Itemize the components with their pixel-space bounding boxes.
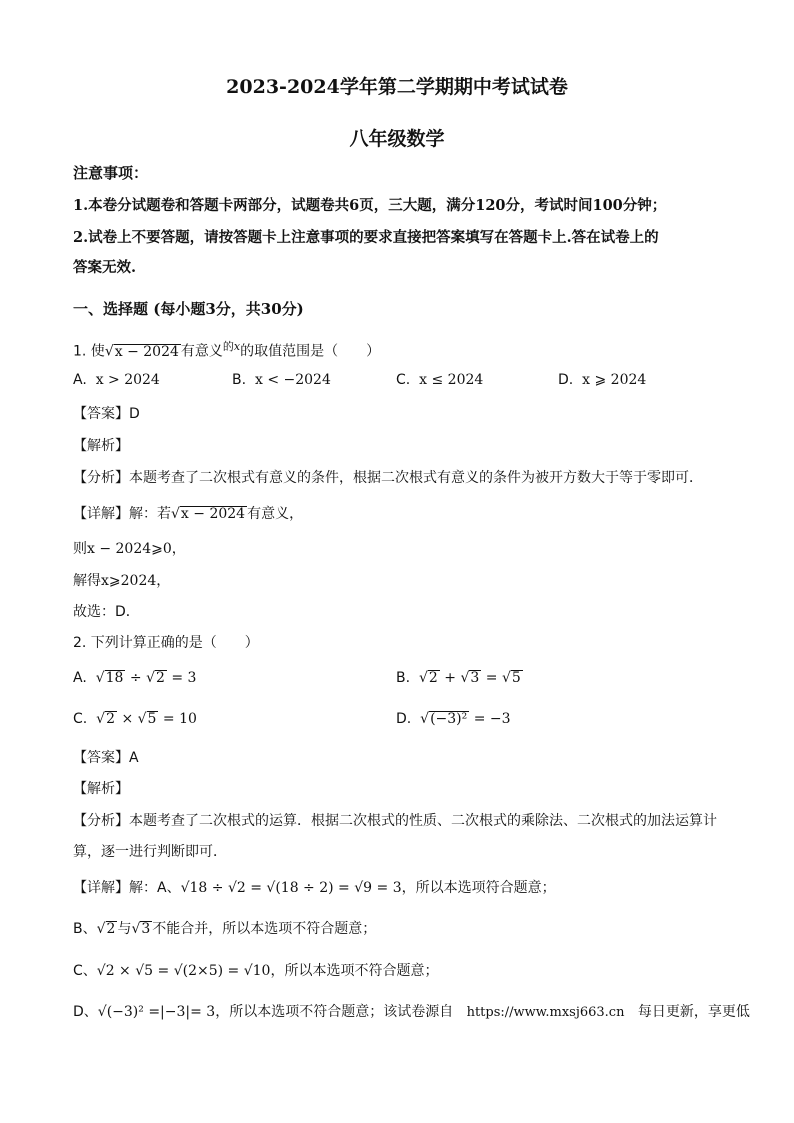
detail-prefix: B、 — [73, 921, 97, 937]
detail-mid: 与 — [117, 921, 132, 937]
step-suffix: ， — [171, 541, 186, 557]
q1-jiexi: 【解析】 — [73, 438, 129, 454]
exam-subtitle: 八年级数学 — [349, 128, 445, 150]
sqrt-symbol: √ — [95, 670, 105, 686]
detail-radicand: x − 2024 — [180, 506, 246, 522]
q2-detail-c — [73, 960, 438, 980]
detail-prefix: 【详解】解：若 — [73, 506, 171, 522]
sqrt-symbol: √ — [171, 506, 180, 522]
q1-option-b — [232, 372, 331, 388]
option-value: x ≤ 2024 — [419, 372, 484, 388]
q1-de: 的 — [222, 340, 234, 353]
detail-suffix: 不能合并，所以本选项不符合题意； — [152, 921, 377, 937]
q1-option-c — [396, 372, 483, 388]
q1-var: x — [233, 340, 241, 353]
q1-step-1 — [73, 538, 186, 558]
option-value: x ⩾ 2024 — [582, 372, 647, 388]
notice-heading: 注意事项： — [73, 164, 149, 182]
source-link[interactable]: https://www.mxsj663.cn — [466, 1005, 625, 1020]
step-math: x⩾2024 — [101, 573, 157, 589]
option-label: B. — [396, 670, 411, 686]
result: = −3 — [473, 711, 511, 727]
q2-option-a — [73, 670, 196, 686]
step-prefix: 则 — [73, 541, 87, 557]
exam-title: 2023-2024学年第二学期期中考试试卷 — [226, 76, 568, 98]
q2-analysis-line-1: 【分析】本题考查了二次根式的运算．根据二次根式的性质、二次根式的乘除法、二次根式的加法运算计 — [73, 813, 717, 829]
section-heading: 一、选择题 (每小题3分，共30分) — [73, 300, 304, 318]
option-label: C. — [73, 711, 88, 727]
question-1-stem — [73, 338, 380, 361]
operator: ÷ — [129, 670, 142, 686]
radicand: 2 — [428, 670, 438, 686]
sqrt-symbol: √ — [96, 711, 106, 727]
detail-math: √(−3)² =|−3|= 3 — [97, 1004, 216, 1020]
q1-middle: 有意义 — [180, 343, 223, 360]
q1-analysis: 【分析】本题考查了二次根式有意义的条件，根据二次根式有意义的条件为被开方数大于等于零即可． — [73, 470, 703, 486]
operator: × — [121, 711, 134, 727]
option-label: A. — [73, 372, 87, 388]
q2-analysis-line-2: 算，逐一进行判断即可． — [73, 844, 227, 860]
sqrt-symbol: √ — [137, 711, 147, 727]
q1-choose: 故选：D． — [73, 604, 140, 620]
radicand: (−3)² — [430, 711, 468, 727]
q1-prefix: 1. 使 — [73, 343, 105, 360]
radicand: 2 — [106, 921, 116, 937]
result: = 3 — [171, 670, 197, 686]
sqrt-symbol: √ — [131, 921, 141, 937]
q1-suffix: 的取值范围是（ ） — [240, 343, 381, 360]
sqrt-symbol: √ — [420, 711, 430, 727]
q2-jiexi: 【解析】 — [73, 781, 129, 797]
step-prefix: 解得 — [73, 573, 101, 589]
radicand: 18 — [105, 670, 124, 686]
option-label: C. — [396, 372, 411, 388]
sqrt-symbol: √ — [418, 670, 428, 686]
detail-suffix: ，所以本选项不符合题意； — [270, 963, 439, 979]
radicand: 5 — [147, 711, 157, 727]
q2-detail-d — [73, 1001, 750, 1021]
q1-step-2 — [73, 570, 170, 590]
radicand: 3 — [141, 921, 151, 937]
equals: = — [485, 670, 498, 686]
detail-prefix: D、 — [73, 1004, 98, 1020]
source-tail: 每日更新，享更低 — [637, 1004, 750, 1020]
notice-item-1: 1.本卷分试题卷和答题卡两部分，试题卷共6页，三大题，满分120分，考试时间100分钟； — [73, 197, 667, 214]
detail-prefix: 【详解】解：A、 — [73, 880, 181, 896]
option-value: x < −2024 — [254, 372, 331, 388]
q2-answer: 【答案】A — [73, 750, 139, 766]
detail-suffix: ，所以本选项符合题意； — [401, 880, 556, 896]
radicand: 3 — [470, 670, 480, 686]
result: = 10 — [162, 711, 197, 727]
option-value: x > 2024 — [95, 372, 160, 388]
q2-option-c — [73, 711, 197, 727]
q2-option-b — [396, 670, 523, 686]
detail-suffix: ，所以本选项不符合题意；该试卷源自 — [215, 1004, 454, 1020]
q2-detail-a — [73, 877, 556, 897]
operator: + — [444, 670, 456, 686]
detail-prefix: C、 — [73, 963, 97, 979]
q2-detail-b — [73, 918, 376, 938]
sqrt-symbol: √ — [96, 921, 106, 937]
detail-math: √2 × √5 = √(2×5) = √10 — [96, 963, 271, 979]
step-math: x − 2024⩾0 — [87, 541, 172, 557]
q1-option-a — [73, 372, 160, 388]
sqrt-symbol: √ — [146, 670, 155, 686]
detail-math: √18 ÷ √2 = √(18 ÷ 2) = √9 = 3 — [180, 880, 402, 896]
notice-item-2-line-1: 2.试卷上不要答题，请按答题卡上注意事项的要求直接把答案填写在答题卡上.答在试卷上的 — [73, 229, 659, 246]
q1-radicand: x − 2024 — [114, 343, 179, 360]
q2-option-d — [396, 711, 511, 727]
option-label: D. — [558, 372, 574, 388]
step-suffix: ， — [156, 573, 171, 589]
sqrt-symbol: √ — [460, 670, 470, 686]
sqrt-symbol: √ — [104, 343, 114, 360]
option-label: D. — [396, 711, 412, 727]
q1-detail — [73, 503, 303, 523]
radicand: 5 — [511, 670, 521, 686]
sqrt-symbol: √ — [501, 670, 511, 686]
option-label: A. — [73, 670, 87, 686]
q1-answer: 【答案】D — [73, 406, 140, 422]
option-label: B. — [232, 372, 247, 388]
question-2-stem: 2. 下列计算正确的是（ ） — [73, 635, 259, 651]
detail-suffix: 有意义， — [247, 506, 304, 522]
radicand: 2 — [156, 670, 165, 686]
notice-item-2-line-2: 答案无效. — [73, 259, 137, 276]
radicand: 2 — [106, 711, 115, 727]
q1-option-d — [558, 372, 646, 388]
